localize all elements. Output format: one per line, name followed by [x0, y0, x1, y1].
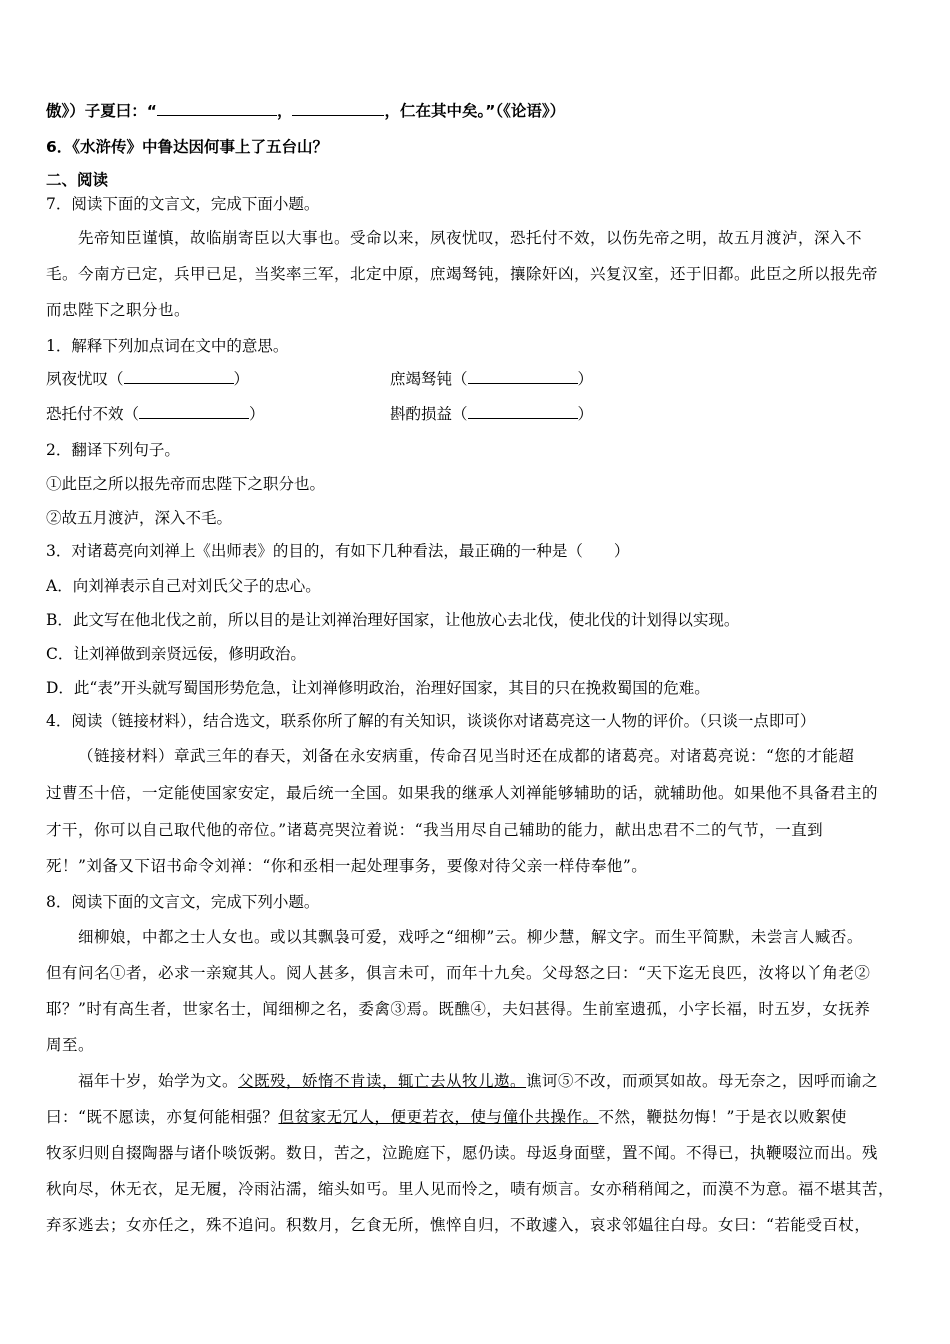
- q7-passage-line: 先帝知臣谨慎，故临崩寄臣以大事也。受命以来，夙夜忧叹，恐托付不效，以伤先帝之明，故五月渡泸，深入不: [78, 229, 863, 247]
- q8-stem: 8．阅读下面的文言文，完成下列小题。: [46, 893, 320, 911]
- answer-blank[interactable]: [139, 404, 249, 419]
- q8-passage-line: 秋向尽，休无衣，足无履，冷雨沾濡，缩头如丐。里人见而怜之，啧有烦言。女亦稍稍闻之，而漠不为意。福不堪其苦，: [46, 1180, 895, 1198]
- q8-passage-line: 但有问名①者，必求一亲窥其人。阅人甚多，俱言未可，而年十九矣。父母怒之曰：“天下迄无良匹，汝将以丫角老②: [46, 964, 871, 982]
- q8-passage-line: 曰：“既不愿读，亦复何能相强？但贫家无冗人，便更若衣，使与僮仆共操作。不然，鞭挞勿悔！”于是衣以败絮使: [46, 1108, 847, 1126]
- q5-blank-1[interactable]: [157, 101, 277, 116]
- q8-passage-line: 耶？”时有高生者，世家名士，闻细柳之名，委禽③焉。既醮④，夫妇甚得。生前室遗孤，小字长福，时五岁，女抚养: [46, 1000, 871, 1018]
- q7-sub1-item: 恐托付不效（ ）: [46, 405, 265, 423]
- answer-blank[interactable]: [468, 369, 578, 384]
- q5-comma-1: ，: [276, 102, 293, 120]
- q7-sub1-item: 斟酌损益（ ）: [390, 405, 594, 423]
- underlined-sentence: 父既殁，娇惰不肯读，辄亡去从牧儿遨。: [238, 1072, 527, 1090]
- q5-suffix: ，仁在其中矣。”（《论语》）: [384, 102, 566, 120]
- q7-passage-line: 而忠陛下之职分也。: [46, 301, 191, 319]
- q5-blank-2[interactable]: [292, 101, 384, 116]
- q7-passage-line: 毛。今南方已定，兵甲已足，当奖率三军，北定中原，庶竭驽钝，攘除奸凶，兴复汉室，还于旧都。此臣之所以报先帝: [46, 265, 879, 283]
- q8-passage-line: 细柳娘，中都之士人女也。或以其飘袅可爱，戏呼之“细柳”云。柳少慧，解文字。而生平简默，未尝言人臧否。: [78, 928, 863, 946]
- underlined-sentence: 但贫家无冗人，便更若衣，使与僮仆共操作。: [278, 1108, 599, 1126]
- q7-sub3-option-b: B．此文写在他北伐之前，所以目的是让刘禅治理好国家，让他放心去北伐，使北伐的计划得以实现。: [46, 611, 740, 629]
- q5-prefix: 傲》）子夏曰：“: [46, 102, 157, 120]
- q7-sub1-item: 夙夜忧叹（ ）: [46, 370, 250, 388]
- q7-sub3-stem: 3．对诸葛亮向刘禅上《出师表》的目的，有如下几种看法，最正确的一种是（ ）: [46, 542, 630, 560]
- q8-passage-line: 福年十岁，始学为文。父既殁，娇惰不肯读，辄亡去从牧儿遨。谯诃⑤不改，而顽冥如故。母无奈之，因呼而谕之: [78, 1072, 879, 1090]
- q7-sub3-option-c: C．让刘禅做到亲贤远佞，修明政治。: [46, 645, 306, 663]
- q7-sub3-option-a: A．向刘禅表示自己对刘氏父子的忠心。: [46, 577, 321, 595]
- q7-sub2-sentence-2: ②故五月渡泸，深入不毛。: [46, 509, 233, 527]
- q7-sub1-stem: 1．解释下列加点词在文中的意思。: [46, 337, 289, 355]
- q7-link-material-line: （链接材料）章武三年的春天，刘备在永安病重，传命召见当时还在成都的诸葛亮。对诸葛亮说：“您的才能超: [78, 747, 855, 765]
- section-2-title: 二、阅读: [46, 171, 109, 189]
- q7-link-material-line: 死！”刘备又下诏书命令刘禅：“你和丞相一起处理事务，要像对待父亲一样侍奉他”。: [46, 857, 648, 875]
- q5-fill-line: [46, 101, 565, 121]
- q8-passage-line: 牧豕归则自掇陶器与诸仆啖饭粥。数日，苦之，泣跪庭下，愿仍读。母返身面壁，置不闻。不得已，执鞭啜泣而出。残: [46, 1144, 879, 1162]
- q7-sub3-option-d: D．此“表”开头就写蜀国形势危急，让刘禅修明政治，治理好国家，其目的只在挽救蜀国的危难。: [46, 679, 710, 697]
- answer-blank[interactable]: [124, 369, 234, 384]
- q7-sub2-sentence-1: ①此臣之所以报先帝而忠陛下之职分也。: [46, 475, 326, 493]
- q8-passage-line: 周至。: [46, 1036, 95, 1054]
- answer-blank[interactable]: [468, 404, 578, 419]
- q7-stem: 7．阅读下面的文言文，完成下面小题。: [46, 195, 320, 213]
- q8-passage-line: 弃豕逃去；女亦任之，殊不追问。积数月，乞食无所，憔悴自归，不敢遽入，哀求邻媪往白母。女曰：“若能受百杖，: [46, 1216, 871, 1234]
- q7-sub4-stem: 4．阅读（链接材料），结合选文，联系你所了解的有关知识，谈谈你对诸葛亮这一人物的评价。（只谈一点即可）: [46, 712, 816, 730]
- q7-sub2-stem: 2．翻译下列句子。: [46, 441, 180, 459]
- q7-link-material-line: 过曹丕十倍，一定能使国家安定，最后统一全国。如果我的继承人刘禅能够辅助的话，就辅助他。如果他不具备君主的: [46, 784, 879, 802]
- q7-sub1-item: 庶竭驽钝（ ）: [390, 370, 594, 388]
- q7-link-material-line: 才干，你可以自己取代他的帝位。”诸葛亮哭泣着说：“我当用尽自己辅助的能力，献出忠君不二的气节，一直到: [46, 821, 824, 839]
- q6-question: 6．《水浒传》中鲁达因何事上了五台山？: [46, 138, 329, 156]
